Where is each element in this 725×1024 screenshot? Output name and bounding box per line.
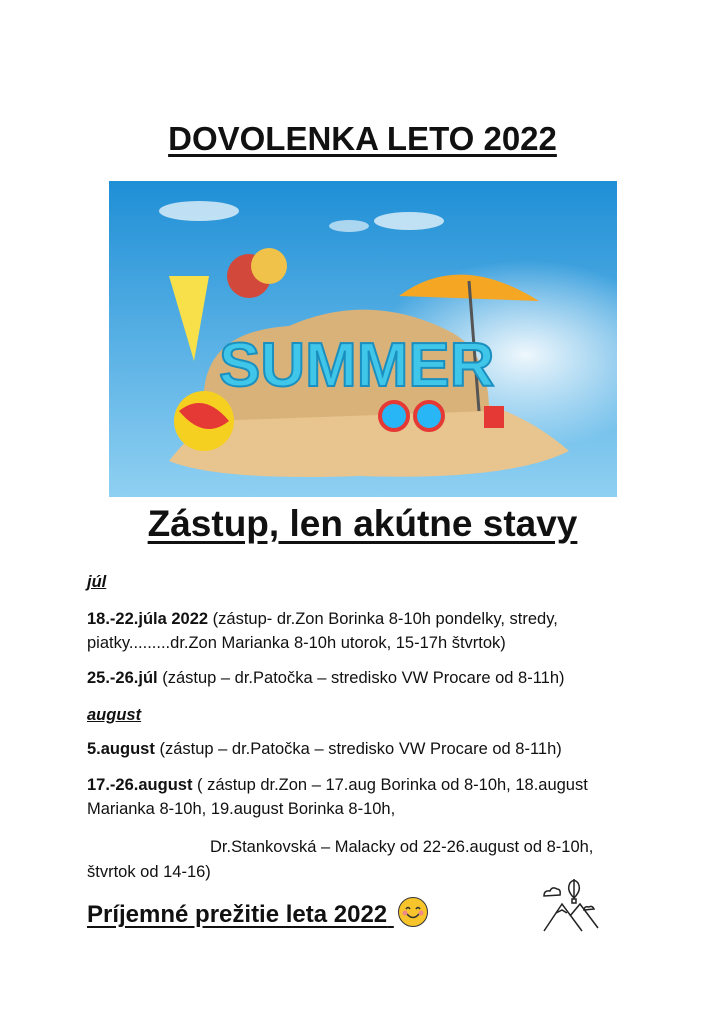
entry-text: (zástup- dr.Zon Borinka 8-10h pondelky, stredy, piatky.........dr.Zon Marianka 8-10h utorok, 15-17h štvrtok)	[87, 610, 558, 652]
closing-message	[87, 897, 428, 929]
entry-text-continued: Dr.Stankovská – Malacky od 22-26.august od 8-10h,	[210, 838, 594, 856]
banner-summer-lettering: SUMMER	[219, 331, 495, 400]
entry-date: 17.-26.august	[87, 776, 193, 794]
smiling-face-icon	[398, 897, 428, 927]
schedule-entry	[87, 773, 647, 821]
entry-date: 5.august	[87, 740, 155, 758]
month-heading-august: august	[87, 706, 142, 724]
mountains-balloon-icon	[540, 878, 602, 938]
entry-text: (zástup – dr.Patočka – stredisko VW Procare od 8-11h)	[157, 669, 565, 687]
subtitle: Zástup, len akútne stavy	[147, 503, 578, 544]
month-heading-jul: júl	[87, 573, 107, 591]
schedule-entry	[87, 737, 647, 761]
entry-text: (zástup – dr.Patočka – stredisko VW Procare od 8-11h)	[154, 740, 562, 758]
schedule-entry	[87, 666, 647, 690]
schedule-entry	[87, 607, 647, 655]
entry-text: ( zástup dr.Zon – 17.aug Borinka od 8-10h, 18.august Marianka 8-10h, 19.august Borinka 8-10h,	[87, 776, 588, 818]
page-title: DOVOLENKA LETO 2022	[168, 120, 557, 157]
entry-text-continued: štvrtok od 14-16)	[87, 863, 211, 881]
summer-banner-image	[109, 181, 617, 497]
entry-date: 25.-26.júl	[87, 669, 158, 687]
closing-text: Príjemné prežitie leta 2022	[87, 901, 388, 928]
entry-date: 18.-22.júla 2022	[87, 610, 209, 628]
